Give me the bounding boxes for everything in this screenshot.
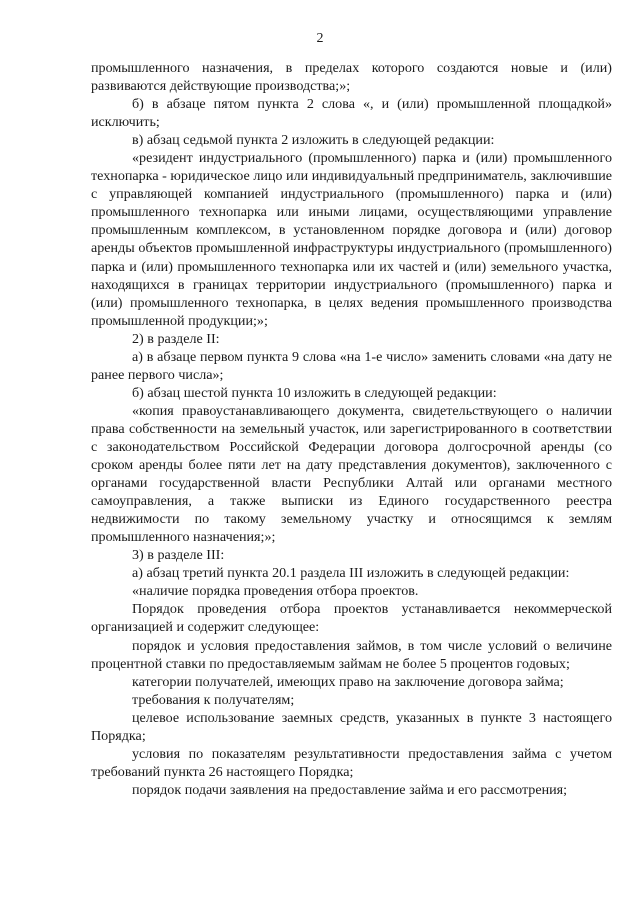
paragraph: 3) в разделе III: (132, 547, 225, 564)
page-number: 2 (316, 31, 324, 46)
paragraph: порядок и условия предоставления займов, в том числе условий о величине процентной ставки по предоставляемым займам не более 5 процентов годовых; (91, 637, 612, 672)
paragraph: Порядок проведения отбора проектов устанавливается некоммерческой организацией и содержит следующее: (91, 601, 612, 636)
paragraph: «наличие порядка проведения отбора проектов. (132, 583, 419, 600)
paragraph: «копия правоустанавливающего документа, свидетельствующего о наличии права собственности на земельный участок, или зарегистрированного в соответствии с законодательством Российской Федерации договора долгосрочной аренды (со сроком аренды более пяти лет на дату представления документов), заключенного с органами государственной власти Республики Алтай или органами местного самоуправления, а также выписки из Единого государственного реестра недвижимости по такому земельному участку и относящимся к землям промышленного назначения;»; (91, 402, 612, 546)
paragraph: б) в абзаце пятом пункта 2 слова «, и (или) промышленной площадкой» исключить; (91, 96, 612, 131)
paragraph: условия по показателям результативности предоставления займа с учетом требований пункта 26 настоящего Порядка; (91, 745, 612, 780)
paragraph: категории получателей, имеющих право на заключение договора займа; (132, 673, 564, 690)
paragraph: целевое использование заемных средств, указанных в пункте 3 настоящего Порядка; (91, 709, 612, 744)
paragraph: в) абзац седьмой пункта 2 изложить в следующей редакции: (132, 132, 495, 149)
paragraph: б) абзац шестой пункта 10 изложить в следующей редакции: (132, 384, 497, 401)
paragraph: порядок подачи заявления на предоставление займа и его рассмотрения; (132, 781, 568, 798)
paragraph: требования к получателям; (132, 691, 295, 708)
paragraph: 2) в разделе II: (132, 330, 220, 347)
paragraph: промышленного назначения, в пределах которого создаются новые и (или) развиваются действующие производства;»; (91, 60, 612, 95)
document-body (91, 59, 612, 799)
paragraph: а) абзац третий пункта 20.1 раздела III изложить в следующей редакции: (132, 565, 570, 582)
paragraph: «резидент индустриального (промышленного) парка и (или) промышленного технопарка - юридическое лицо или индивидуальный предприниматель, заключившие с управляющей компанией индустриального (промышленного) парка и (или) промышленного технопарка или иными лицами, осуществляющими управление промышленным комплексом, в установленном порядке договора и (или) договор аренды объектов промышленной инфраструктуры индустриального (промышленного) парка и (или) промышленного технопарка или их частей и (или) земельного участка, находящихся в границах территории индустриального (промышленного) парка и (или) промышленного технопарка, в целях ведения промышленного производства промышленной продукции;»; (91, 150, 612, 329)
paragraph: а) в абзаце первом пункта 9 слова «на 1-е число» заменить словами «на дату не ранее первого числа»; (91, 348, 612, 383)
